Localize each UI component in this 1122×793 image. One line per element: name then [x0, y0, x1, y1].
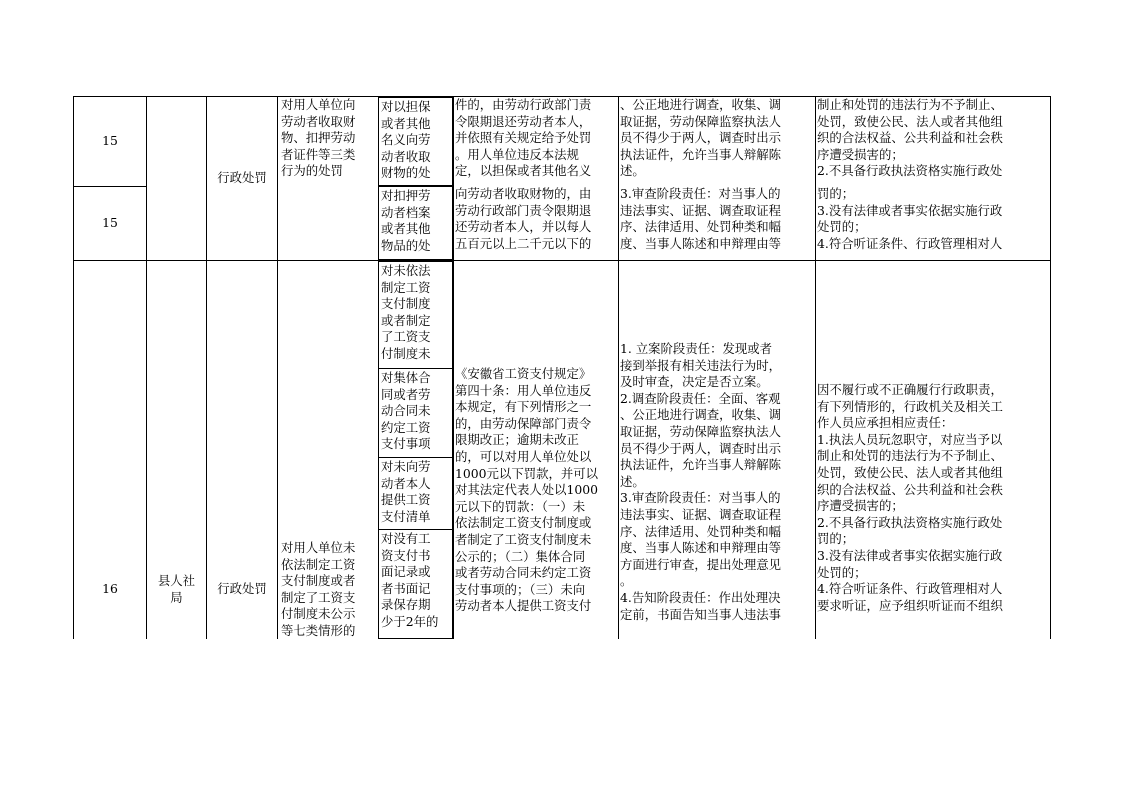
row15b-basis: 向劳动者收取财物的，由 劳动行政部门责令限期退 还劳动者本人，并以每人 五百元以上二千元以下的: [455, 186, 592, 251]
row15a-liability: 制止和处罚的违法行为不予制止、 处罚，致使公民、法人或者其他组 织的合法权益、公共利益和社会秩 序遭受损害的； 2.不具备行政执法资格实施行政处: [817, 97, 1003, 179]
row15a-duty: 、公正地进行调查，收集、调 取证据，劳动保障监察执法人 员不得少于两人，调查时出示 执法证件，允许当事人辩解陈 述。: [620, 97, 782, 179]
row16-dept: 县人社 局: [157, 572, 196, 605]
row15a-subitem: 对以担保 或者其他 名义向劳 动者收取 财物的处: [378, 97, 453, 186]
col-border: [1050, 96, 1051, 639]
row16-basis: 《安徽省工资支付规定》 第四十条：用人单位违反 本规定，有下列情形之一 的，由劳动保障部门责令 限期改正；逾期未改正 的，可以对用人单位处以 1000元以下罚款，并可以 对其法定代表人处以1000 元以下的罚款：（一）未 依法制定工资支付制度或 者制定了工资支付制度未 公示的；（二）集体合同 或者劳动合同未约定工资 支付事项的；（三）未向 劳动者本人提供工资支付: [455, 366, 599, 614]
row15a-basis: 件的，由劳动行政部门责 令限期退还劳动者本人， 并依照有关规定给予处罚 。用人单位违反本法规 定，以担保或者其他名义: [455, 97, 592, 179]
row16-subitem-3: 对未向劳 动者本人 提供工资 支付清单: [378, 457, 453, 530]
row16-subitem-4: 对没有工 资支付书 面记录或 者书面记 录保存期 少于2年的: [378, 529, 453, 639]
row16-item: 对用人单位未 依法制定工资 支付制度或者 制定了工资支 付制度未公示 等七类情形的: [281, 540, 356, 638]
row15b-duty: 3.审查阶段责任：对当事人的 违法事实、证据、调查取证程 序、法律适用、处罚种类和幅 度、当事人陈述和申辩理由等: [620, 186, 782, 251]
row15-category: 行政处罚: [217, 170, 267, 186]
row16-subitem-2: 对集体合 同或者劳 动合同未 约定工资 支付事项: [378, 368, 453, 458]
col-border: [815, 96, 816, 639]
row15b-number: 15: [102, 215, 118, 231]
row15b-liability: 罚的； 3.没有法律或者事实依据实施行政 处罚的； 4.符合听证条件、行政管理相对人: [817, 186, 1003, 251]
row16-number: 16: [102, 581, 118, 597]
row16-liability: 因不履行或不正确履行行政职责， 有下列情形的，行政机关及相关工 作人员应承担相应责任： 1.执法人员玩忽职守，对应当予以 制止和处罚的违法行为不予制止、 处罚，致使公民、法人或者其他组 织的合法权益、公共利益和社会秩 序遭受损害的； 2.不具备行政执法资格实施行政处 罚的； 3.没有法律或者事实依据实施行政 处罚的； 4.符合听证条件、行政管理相对人 要求听证，应予组织听证而不组织: [817, 382, 1003, 613]
row15a-number: 15: [102, 133, 118, 149]
row16-duty: 1. 立案阶段责任：发现或者 接到举报有相关违法行为时， 及时审查，决定是否立案。 2.调查阶段责任：全面、客观 、公正地进行调查，收集、调 取证据，劳动保障监察执法人 员不得少于两人，调查时出示 执法证件，允许当事人辩解陈 述。 3.审查阶段责任：对当事人的 违法事实、证据、调查取证程 序、法律适用、处罚种类和幅 度、当事人陈述和申辩理由等 方面进行审查，提出处理意见 。 4.告知阶段责任：作出处理决 定前，书面告知当事人违法事: [620, 341, 782, 622]
col-border: [618, 96, 619, 639]
row15-item: 对用人单位向 劳动者收取财 物、扣押劳动 者证件等三类 行为的处罚: [281, 97, 356, 179]
row-border: [73, 260, 1051, 261]
row15b-subitem: 对扣押劳 动者档案 或者其他 物品的处: [378, 186, 453, 260]
row16-category: 行政处罚: [217, 581, 267, 597]
col-border: [453, 96, 454, 639]
row16-subitem-1: 对未依法 制定工资 支付制度 或者制定 了工资支 付制度未: [378, 261, 453, 369]
col-border: [277, 96, 278, 639]
